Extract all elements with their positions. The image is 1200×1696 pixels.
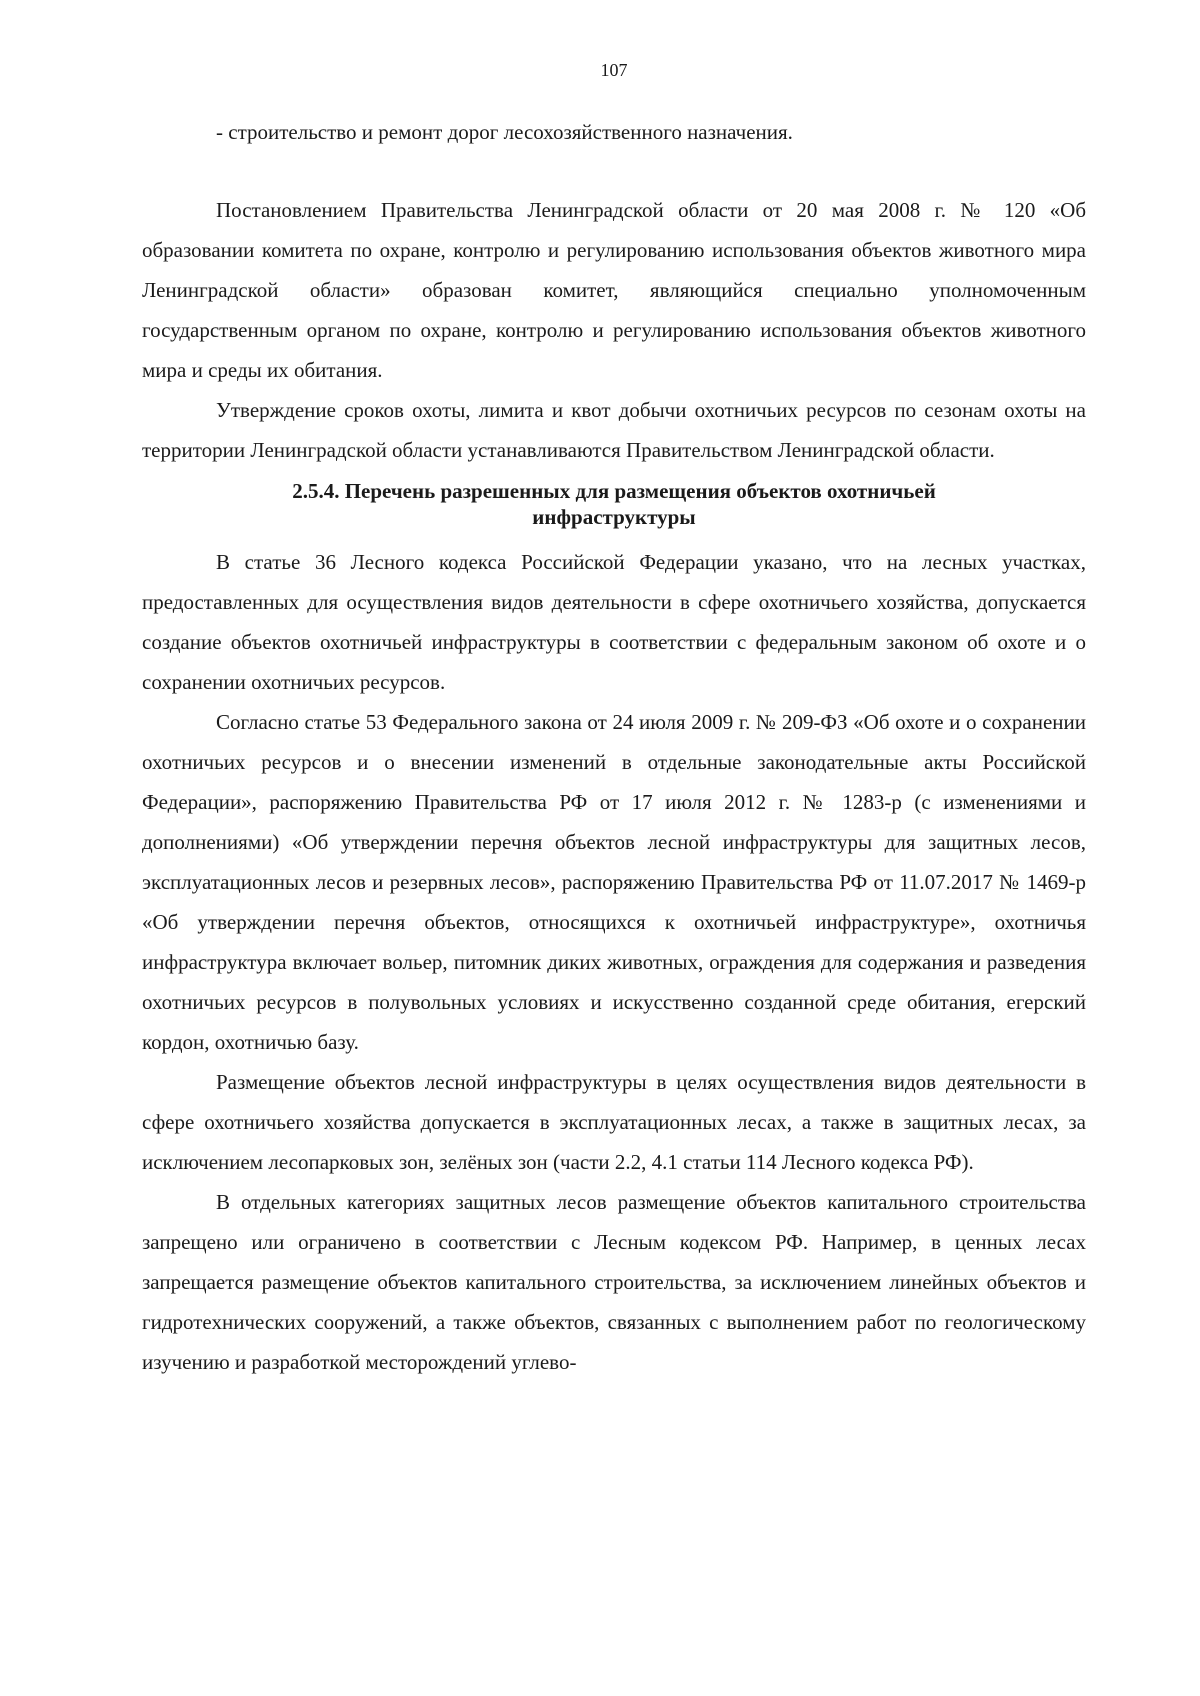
paragraph-committee: Постановлением Правительства Ленинградской области от 20 мая 2008 г. № 120 «Об образовании комитета по охране, контролю и регулированию использования объектов животного мира Ленинградской области» образован комитет, являющийся специально уполномоченным государственным органом по охране, контролю и регулированию использования объектов животного мира и среды их обитания. (142, 198, 1086, 382)
paragraph-article-53: Согласно статье 53 Федерального закона от 24 июля 2009 г. № 209-ФЗ «Об охоте и о сохранении охотничьих ресурсов и о внесении изменений в отдельные законодательные акты Российской Федерации», распоряжению Правительства РФ от 17 июля 2012 г. № 1283-р (с изменениями и дополнениями) «Об утверждении перечня объектов лесной инфраструктуры для защитных лесов, эксплуатационных лесов и резервных лесов», распоряжению Правительства РФ от 11.07.2017 № 1469-р «Об утверждении перечня объектов, относящихся к охотничьей инфраструктуре», охотничья инфраструктура включает вольер, питомник диких животных, ограждения для содержания и разведения охотничьих ресурсов в полувольных условиях и искусственно созданной среде обитания, егерский кордон, охотничью базу. (142, 710, 1086, 1054)
document-page (142, 0, 1086, 1696)
paragraph-hunting-terms: Утверждение сроков охоты, лимита и квот добычи охотничьих ресурсов по сезонам охоты на территории Ленинградской области устанавливаются Правительством Ленинградской области. (142, 398, 1086, 462)
document-body (142, 112, 1086, 1382)
page-number: 107 (600, 60, 628, 80)
paragraph-placement: Размещение объектов лесной инфраструктуры в целях осуществления видов деятельности в сфере охотничьего хозяйства допускается в эксплуатационных лесах, а также в защитных лесах, за исключением лесопарковых зон, зелёных зон (части 2.2, 4.1 статьи 114 Лесного кодекса РФ). (142, 1070, 1086, 1174)
section-heading: 2.5.4. Перечень разрешенных для размещения объектов охотничьей инфраструктуры (292, 479, 936, 529)
paragraph-protective-forests: В отдельных категориях защитных лесов размещение объектов капитального строительства запрещено или ограничено в соответствии с Лесным кодексом РФ. Например, в ценных лесах запрещается размещение объектов капитального строительства, за исключением линейных объектов и гидротехнических сооружений, а также объектов, связанных с выполнением работ по геологическому изучению и разработкой месторождений углево- (142, 1190, 1086, 1374)
paragraph-article-36: В статье 36 Лесного кодекса Российской Федерации указано, что на лесных участках, предоставленных для осуществления видов деятельности в сфере охотничьего хозяйства, допускается создание объектов охотничьей инфраструктуры в соответствии с федеральным законом об охоте и о сохранении охотничьих ресурсов. (142, 550, 1086, 694)
dash-list-item: - строительство и ремонт дорог лесохозяйственного назначения. (216, 120, 793, 144)
